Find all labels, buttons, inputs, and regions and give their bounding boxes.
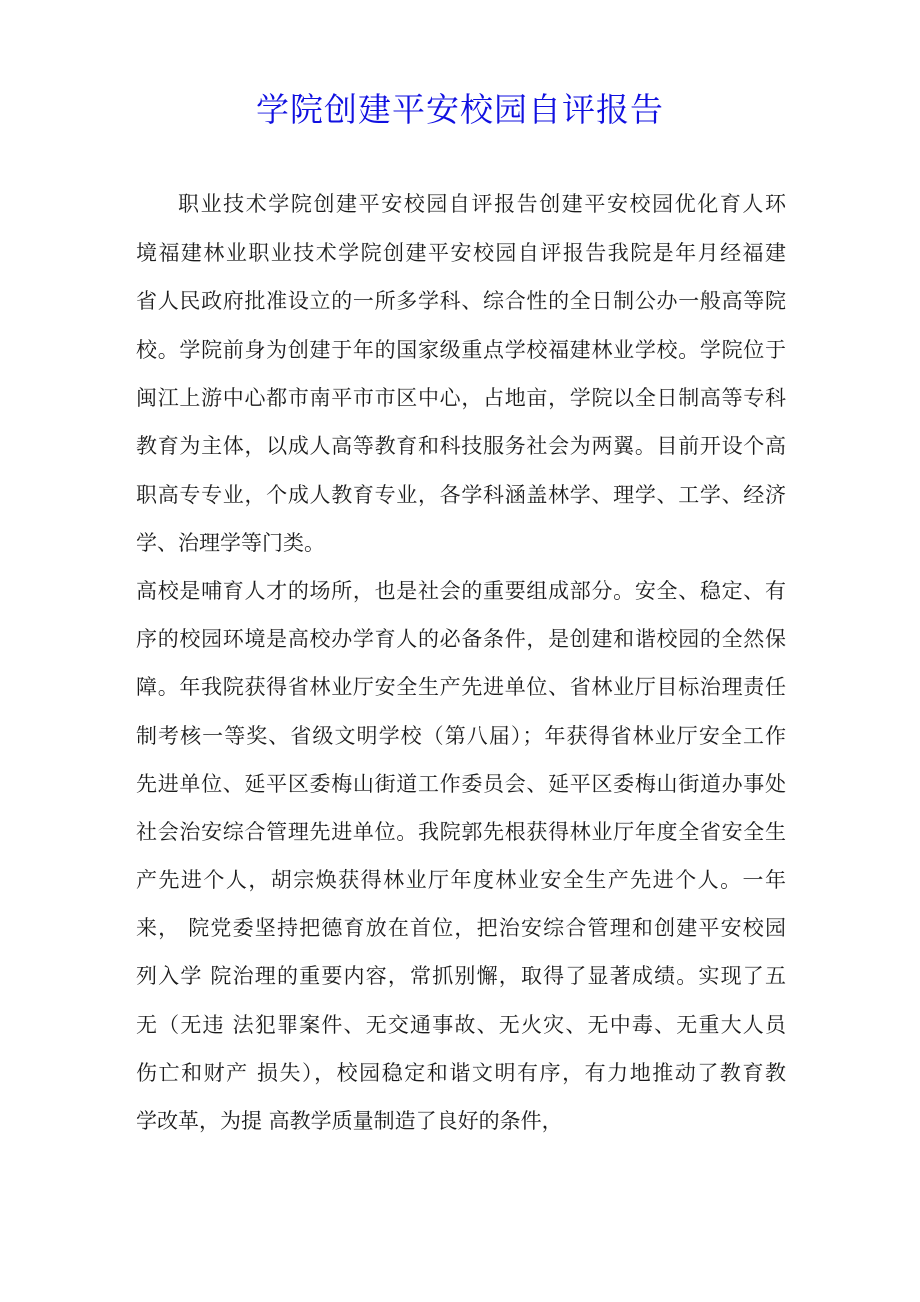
paragraph-1-line-3: 省人民政府批准设立的一所多学科、综合性的全日制公办一般高等院 xyxy=(136,289,786,313)
paragraph-2-line-8: 来， 院党委坚持把德育放在首位，把治安综合管理和创建平安校园 xyxy=(136,916,786,940)
paragraph-1-line-8: 学、治理学等门类。 xyxy=(136,531,325,555)
paragraph-1-line-1: 职业技术学院创建平安校园自评报告创建平安校园优化育人环 xyxy=(178,192,786,216)
paragraph-2-line-11: 伤亡和财产 损失），校园稳定和谐文明有序，有力地推动了教育教 xyxy=(136,1061,786,1085)
paragraph-2-line-4: 制考核一等奖、省级文明学校（第八届）；年获得省林业厅安全工作 xyxy=(136,724,786,748)
paragraph-1-line-2: 境福建林业职业技术学院创建平安校园自评报告我院是年月经福建 xyxy=(136,241,786,265)
paragraph-2-line-5: 先进单位、延平区委梅山街道工作委员会、延平区委梅山街道办事处 xyxy=(136,772,786,796)
paragraph-2-line-6: 社会治安综合管理先进单位。我院郭先根获得林业厅年度全省安全生 xyxy=(136,820,786,844)
paragraph-2-line-9: 列入学 院治理的重要内容，常抓别懈，取得了显著成绩。实现了五 xyxy=(136,964,786,988)
paragraph-2-line-7: 产先进个人，胡宗焕获得林业厅年度林业安全生产先进个人。一年 xyxy=(136,868,786,892)
paragraph-2-line-2: 序的校园环境是高校办学育人的必备条件，是创建和谐校园的全然保 xyxy=(136,627,786,651)
paragraph-2-line-12: 学改革，为提 高教学质量制造了良好的条件， xyxy=(136,1109,563,1133)
document-title: 学院创建平安校园自评报告 xyxy=(256,90,664,129)
paragraph-2-line-1: 高校是哺育人才的场所，也是社会的重要组成部分。安全、稳定、有 xyxy=(136,579,786,603)
paragraph-1-line-4: 校。学院前身为创建于年的国家级重点学校福建林业学校。学院位于 xyxy=(136,338,786,362)
paragraph-1-line-5: 闽江上游中心都市南平市市区中心，占地亩，学院以全日制高等专科 xyxy=(136,386,786,410)
paragraph-1-line-6: 教育为主体，以成人高等教育和科技服务社会为两翼。目前开设个高 xyxy=(136,434,786,458)
paragraph-2-line-3: 障。年我院获得省林业厅安全生产先进单位、省林业厅目标治理责任 xyxy=(136,675,786,699)
paragraph-2-line-10: 无（无违 法犯罪案件、无交通事故、无火灾、无中毒、无重大人员 xyxy=(136,1013,786,1037)
paragraph-1-line-7: 职高专专业，个成人教育专业，各学科涵盖林学、理学、工学、经济 xyxy=(136,483,786,507)
